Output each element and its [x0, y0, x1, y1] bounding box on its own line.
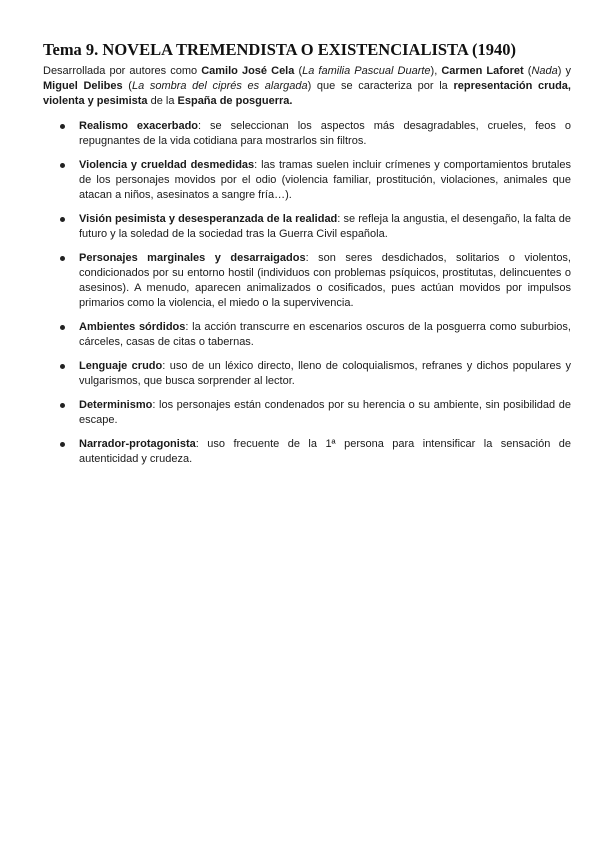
author-name: Camilo José Cela: [201, 65, 295, 77]
page-title: Tema 9. NOVELA TREMENDISTA O EXISTENCIALISTA (1940): [43, 40, 516, 59]
list-item: [43, 212, 571, 242]
intro-text: (: [122, 80, 132, 92]
list-item: [43, 320, 571, 350]
intro-paragraph: [43, 64, 571, 109]
bullet-icon: [60, 364, 65, 369]
work-title: Nada: [531, 65, 558, 77]
item-term: Narrador-protagonista: [79, 438, 196, 450]
item-text: : uso frecuente de la 1ª persona para intensificar la sensación de autenticidad y crudeza.: [79, 438, 571, 465]
bullet-icon: [60, 325, 65, 330]
intro-text: (: [294, 65, 303, 77]
item-term: Realismo exacerbado: [79, 120, 199, 132]
item-text: : se refleja la angustia, el desengaño, la falta de futuro y la soledad de la sociedad tras la Guerra Civil española.: [79, 213, 571, 240]
item-term: Visión pesimista y desesperanzada de la realidad: [79, 213, 338, 225]
item-text: : la acción transcurre en escenarios oscuros de la posguerra como suburbios, cárceles, casas de citas o tabernas.: [79, 321, 571, 348]
bullet-icon: [60, 217, 65, 222]
work-title: La familia Pascual Duarte: [302, 65, 431, 77]
item-term: Ambientes sórdidos: [79, 321, 186, 333]
characteristics-list: [43, 119, 571, 467]
author-name: Miguel Delibes: [43, 80, 123, 92]
item-term: Determinismo: [79, 399, 153, 411]
intro-text: Desarrollada por autores como: [43, 65, 202, 77]
bullet-icon: [60, 163, 65, 168]
intro-emphasis: España de posguerra.: [177, 95, 293, 107]
document-page: [43, 40, 571, 476]
intro-text: ),: [430, 65, 442, 77]
item-text: : uso de un léxico directo, lleno de coloquialismos, refranes y dichos populares y vulgarismos, que busca sorprender al lector.: [79, 360, 572, 387]
item-text: : se seleccionan los aspectos más desagradables, crueles, feos o repugnantes de la vida cotidiana para mostrarlos sin filtros.: [79, 120, 571, 147]
item-term: Lenguaje crudo: [79, 360, 163, 372]
author-name: Carmen Laforet: [441, 65, 524, 77]
list-item: [43, 359, 571, 389]
intro-text: de la: [147, 95, 178, 107]
item-text: : los personajes están condenados por su herencia o su ambiente, sin posibilidad de escape.: [79, 399, 571, 426]
list-item: [43, 437, 571, 467]
bullet-icon: [60, 442, 65, 447]
list-item: [43, 398, 571, 428]
bullet-icon: [60, 256, 65, 261]
bullet-icon: [60, 124, 65, 129]
list-item: [43, 251, 571, 311]
intro-text: (: [523, 65, 532, 77]
intro-text: ) y: [557, 65, 571, 77]
bullet-icon: [60, 403, 65, 408]
work-title: La sombra del ciprés es alargada: [131, 80, 308, 92]
item-term: Personajes marginales y desarraigados: [79, 252, 306, 264]
intro-text: ) que se caracteriza por la: [307, 80, 454, 92]
item-text: : las tramas suelen incluir crímenes y comportamientos brutales de los personajes movidos por el odio (violencia familiar, prostitución, violaciones, animales que atacan a niños, asesinatos a sangre fría…).: [79, 159, 571, 201]
list-item: [43, 119, 571, 149]
list-item: [43, 158, 571, 203]
item-text: : son seres desdichados, solitarios o violentos, condicionados por su entorno hostil (individuos con problemas psíquicos, prostitutas, delincuentes o asesinos). A menudo, aparecen animalizados o cosificados, pues actúan movidos por impulsos primarios como la violencia, el miedo o la supervivencia.: [79, 252, 571, 309]
intro-emphasis: representación cruda, violenta y pesimista: [43, 80, 571, 107]
item-term: Violencia y crueldad desmedidas: [79, 159, 255, 171]
